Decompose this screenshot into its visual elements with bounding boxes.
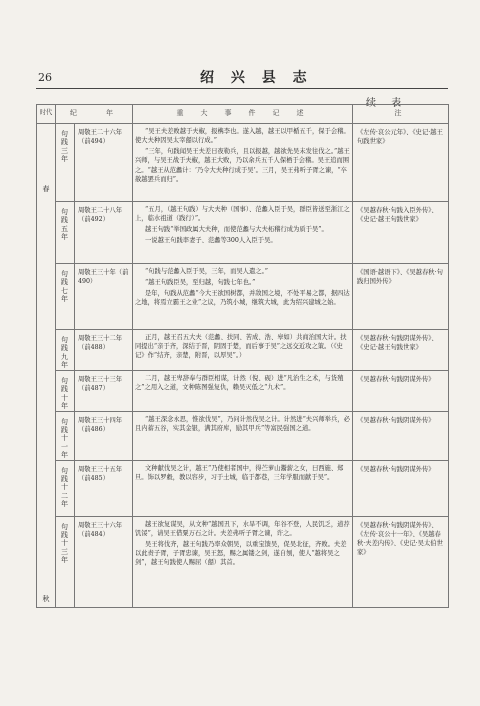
table-row: [37, 371, 449, 412]
year-cell: 周敬王二十六年（前494）: [75, 124, 133, 202]
events-cell: [133, 330, 353, 371]
note-cell: 《吴越春秋·句践阴谋外传》、《史记·越王句践世家》: [353, 330, 449, 371]
year-cell: 周敬王三十三年（前487）: [75, 371, 133, 412]
reign-cell: [56, 516, 75, 607]
era-bottom: 秋: [42, 595, 50, 604]
note-cell: 《吴越春秋·句践阴谋外传》: [353, 411, 449, 460]
reign-label: 句践七年: [61, 270, 68, 304]
year-cell: 周敬王三十年（前490）: [75, 264, 133, 330]
event-paragraph: 一说越王句践率妻子、范蠡等300人入臣于吴。: [145, 237, 277, 245]
note-cell: 《吴越春秋·句践入臣外传》、《史记·越王句践世家》: [353, 202, 449, 264]
note-cell: 《吴越春秋·句践阴谋外传》: [353, 371, 449, 412]
event-paragraph: 文种献伐吴之计，越王“乃使相者国中，得苎萝山鬻薪之女，曰西施、郑旦。饰以罗縠，教以容步，习于土城，临于都巷，三年学服而献于吴”。: [135, 464, 344, 481]
year-cell: 周敬王三十四年（前486）: [75, 411, 133, 460]
events-cell: [133, 124, 353, 202]
event-paragraph: 是年，句践从范蠡“今大王欲国树都，并敌国之境，不处平易之都，据四达之地，将焉立霸王之业”之议，乃筑小城，继筑大城，此为绍兴建城之始。: [135, 290, 350, 307]
events-cell: [133, 264, 353, 330]
year-cell: 周敬王三十五年（前485）: [75, 460, 133, 516]
event-paragraph: “越王深念永思，惟欲伐吴”，乃问计然伐吴之计。计然进“夫兴师举兵，必且内蓄五谷，实其金银，满其府库，励其甲兵”等富民强国之道。: [135, 415, 350, 432]
table-row: [37, 124, 449, 202]
year-cell: 周敬王三十六年（前484）: [75, 516, 133, 607]
page-number: 26: [38, 71, 52, 84]
event-paragraph: 吴王将伐齐，越王句践乃率众朝吴，以重宝馈吴，促吴北征，齐败。夫差以此责子胥，子胥忠谏，吴王怒，赐之属镂之剑，遂自刎，使人“越将吴之剑”，越王句践使人赐屈（嚭）其首。: [135, 540, 347, 567]
col-header-notes: 注: [353, 105, 449, 124]
reign-label: 句践十年: [61, 377, 68, 411]
note-cell: 《吴越春秋·句践阴谋外传》、《左传·哀公十一年》、《吴越春秋·夫差内传》、《史记·吴太伯世家》: [353, 516, 449, 607]
note-cell: 《吴越春秋·句践阴谋外传》: [353, 460, 449, 516]
reign-label: 句践五年: [61, 208, 68, 242]
era-cell: [37, 124, 56, 608]
reign-cell: [56, 411, 75, 460]
reign-label: 句践十二年: [61, 466, 68, 509]
table-header-row: [37, 105, 449, 124]
events-cell: [133, 460, 353, 516]
col-header-era: 时代: [37, 105, 56, 124]
events-cell: [133, 411, 353, 460]
reign-cell: [56, 264, 75, 330]
page-title: 绍 兴 县 志: [200, 70, 313, 86]
events-cell: [133, 516, 353, 607]
event-paragraph: “三年，句践闻吴王夫差日夜勒兵，且以报越，越欲先吴未发往伐之。”越王兴师，与吴王战于夫椒，越王大败，乃以余兵五千人保栖于会稽。吴王追而围之。“越王从范蠡计：‘乃令大夫种行成于吴’。三月，吴王弗听子胥之谏，“卒赦越罢兵而归”。: [135, 148, 350, 183]
year-cell: 周敬王三十二年（前488）: [75, 330, 133, 371]
header-rule: [36, 88, 448, 89]
reign-cell: [56, 371, 75, 412]
reign-cell: [56, 330, 75, 371]
table-row: [37, 460, 449, 516]
event-paragraph: 越王欲复谋吴，从文种“越国丑下，水旱不调，年谷不登，人民饥乏，道荐饥馁”，请吴王借粟万石之计。夫差弗听子胥之谏，许之。: [135, 520, 350, 537]
table-row: [37, 411, 449, 460]
event-paragraph: “五月，（越王句践）与大夫种（国事）、范蠡入臣于吴，群臣皆送至浙江之上，临水祖道（践行）”。: [135, 206, 350, 223]
event-paragraph: “句践与范蠡入臣于吴，三年，而吴人遣之。”: [145, 268, 268, 275]
reign-cell: [56, 124, 75, 202]
table-row: [37, 202, 449, 264]
events-cell: [133, 371, 353, 412]
col-header-year: 纪 年: [56, 105, 133, 124]
event-paragraph: “越王句践臣吴，至归越，句践七年也。”: [145, 279, 256, 287]
event-paragraph: “吴王夫差败越于夫椒，报槜李也。遂入越，越王以甲楯五千，保于会稽。使大夫种因吴太宰嚭以行成。”: [135, 128, 350, 145]
year-cell: 周敬王二十八年（前492）: [75, 202, 133, 264]
era-top: 春: [42, 185, 50, 193]
reign-cell: [56, 460, 75, 516]
event-paragraph: 越王句践“举国政属大夫种，而使范蠡与大夫柘稽行成为质于吴”。: [145, 226, 328, 234]
reign-label: 句践十一年: [61, 417, 68, 460]
event-paragraph: 二月，越王卑辞奉与群臣相谋，计然（倪、砚）进“凡治生之术，与货殖之”之用入之道，文种陈图强复仇，赖吴灭低之“九术”。: [135, 375, 344, 392]
table-row: [37, 330, 449, 371]
table-row: [37, 264, 449, 330]
continued-label: 续 表: [366, 98, 408, 109]
note-cell: 《左传·哀公元年》、《史记·越王句践世家》: [353, 124, 449, 202]
events-cell: [133, 202, 353, 264]
reign-label: 句践三年: [61, 130, 68, 164]
table-row: [37, 516, 449, 607]
reign-cell: [56, 202, 75, 264]
col-header-events: 重 大 事 件 记 述: [133, 105, 353, 124]
reign-label: 句践九年: [61, 336, 68, 370]
chronicle-table: [36, 104, 449, 608]
note-cell: 《国语·越语下》、《吴越春秋·句践归国外传》: [353, 264, 449, 330]
event-paragraph: 正月，越王召五大夫（范蠡、扶同、苦成、浩、皋如）共商治国大计。扶同提出“亲于齐，深结于晋，阴固于楚，而后事于吴”之远交近攻之策。（《史记》作“结齐，亲楚，附晋，以厚吴”。）: [135, 334, 347, 360]
reign-label: 句践十三年: [61, 522, 68, 565]
